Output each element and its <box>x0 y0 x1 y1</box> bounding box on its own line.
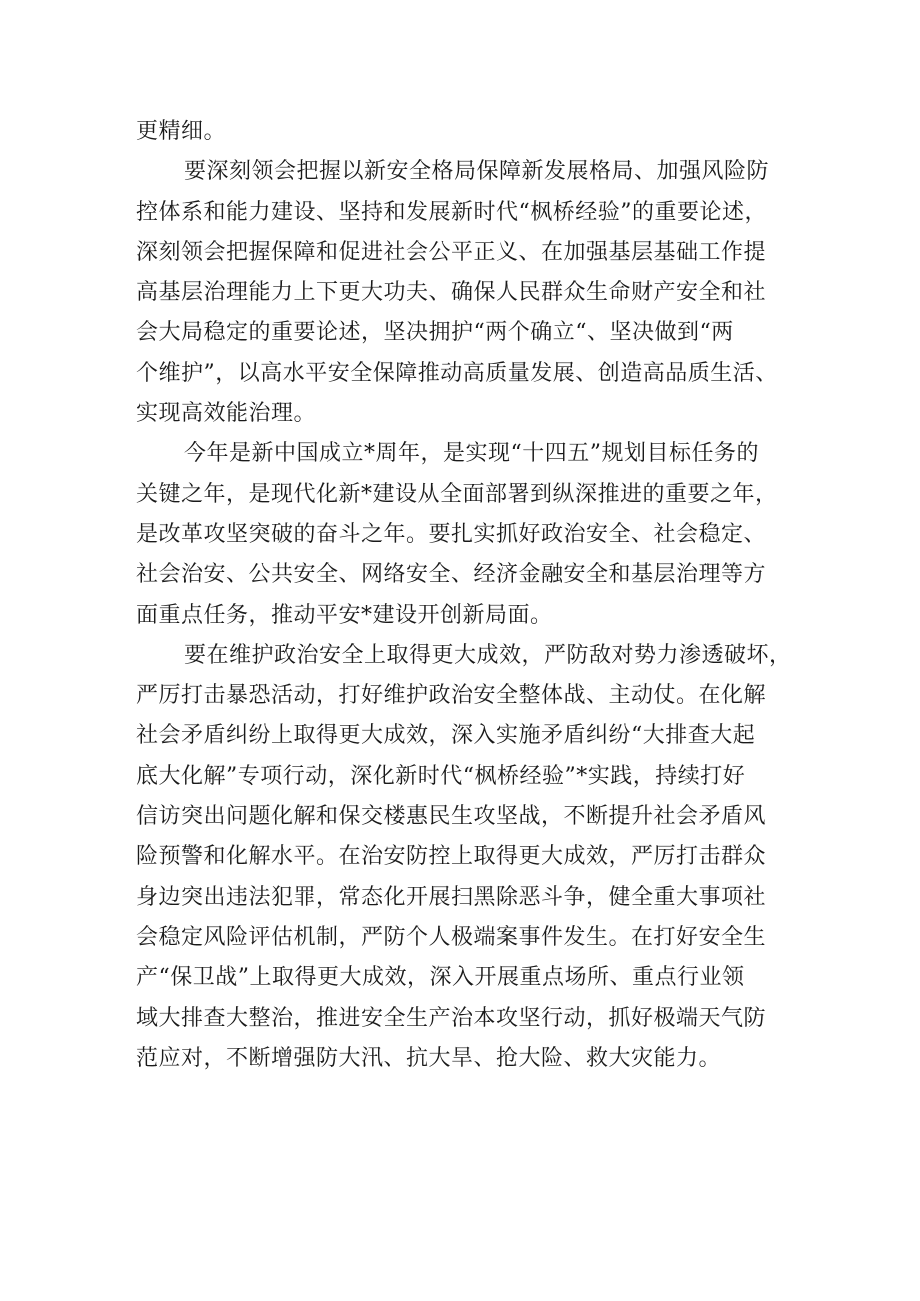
text-line: 高基层治理能力上下更大功夫、确保人民群众生命财产安全和社 <box>136 280 767 306</box>
text-line: 身边突出违法犯罪，常态化开展扫黑除恶斗争，健全重大事项社 <box>136 884 767 910</box>
text-line: 产“保卫战”上取得更大成效，深入开展重点场所、重点行业领 <box>136 965 745 991</box>
text-line: 实现高效能治理。 <box>136 401 317 427</box>
text-line: 更精细。 <box>136 119 227 144</box>
text-line: 底大化解”专项行动，深化新时代“枫桥经验”*实践，持续打好 <box>136 763 746 789</box>
text-line: 深刻领会把握保障和促进社会公平正义、在加强基层基础工作提 <box>136 239 767 265</box>
text-line: 面重点任务，推动平安*建设开创新局面。 <box>136 602 553 628</box>
text-line: 社会矛盾纠纷上取得更大成效，深入实施矛盾纠纷“大排查大起 <box>136 723 756 749</box>
text-line: 关键之年，是现代化新*建设从全面部署到纵深推进的重要之年， <box>136 481 778 507</box>
text-line: 会稳定风险评估机制，严防个人极端案事件发生。在打好安全生 <box>136 924 767 950</box>
text-line: 范应对，不断增强防大汛、抗大旱、抢大险、救大灾能力。 <box>136 1045 722 1071</box>
text-line: 个维护”，以高水平安全保障推动高质量发展、创造高品质生活、 <box>136 360 778 386</box>
text-line: 会大局稳定的重要论述，坚决拥护“两个确立“、坚决做到“两 <box>136 320 734 346</box>
text-line: 要深刻领会把握以新安全格局保障新发展格局、加强风险防 <box>184 159 770 185</box>
text-line: 域大排查大整治，推进安全生产治本攻坚行动，抓好极端天气防 <box>136 1005 767 1031</box>
text-line: 信访突出问题化解和保交楼惠民生攻坚战，不断提升社会矛盾风 <box>136 804 767 830</box>
document-body <box>136 112 792 1079</box>
text-line: 是改革攻坚突破的奋斗之年。要扎实抓好政治安全、社会稳定、 <box>136 521 767 547</box>
text-line: 险预警和化解水平。在治安防控上取得更大成效，严厉打击群众 <box>136 844 767 870</box>
text-line: 要在维护政治安全上取得更大成效，严防敌对势力渗透破坏， <box>184 642 792 668</box>
text-line: 严厉打击暴恐活动，打好维护政治安全整体战、主动仗。在化解 <box>136 683 767 709</box>
text-line: 今年是新中国成立*周年，是实现“十四五”规划目标任务的 <box>184 441 759 467</box>
text-line: 社会治安、公共安全、网络安全、经济金融安全和基层治理等方 <box>136 562 767 588</box>
text-line: 控体系和能力建设、坚持和发展新时代“枫桥经验”的重要论述， <box>136 199 767 225</box>
